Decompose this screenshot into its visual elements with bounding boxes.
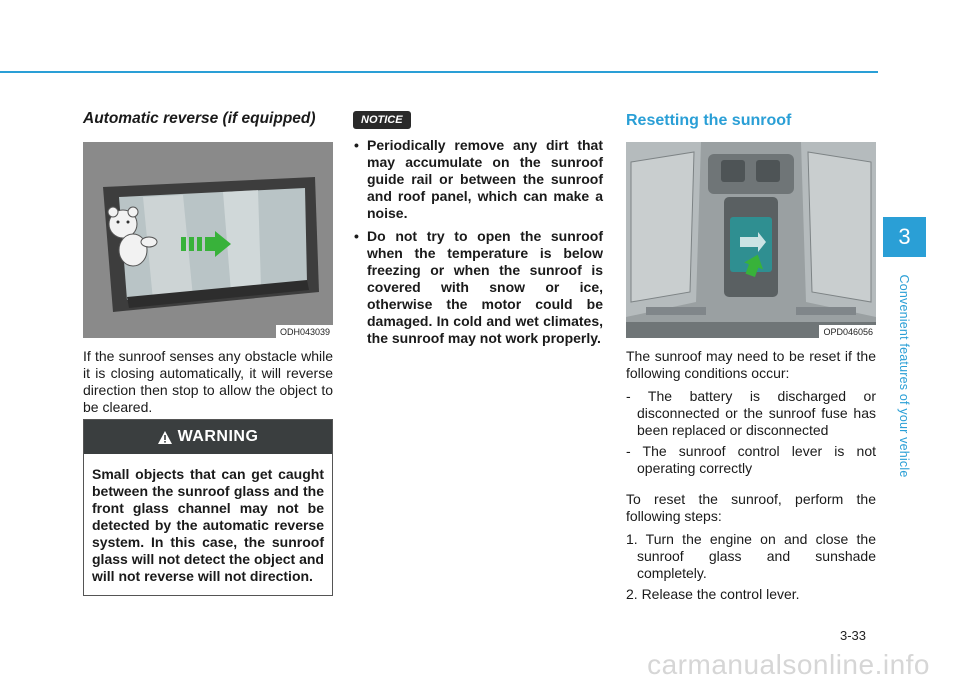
reset-conditions	[626, 388, 876, 477]
image-code: OPD046056	[819, 325, 876, 338]
notice-list	[353, 137, 603, 347]
section-heading-automatic-reverse: Automatic reverse (if equipped)	[83, 110, 316, 127]
sunroof-control-lever-photo	[626, 142, 876, 338]
control-lever-svg	[626, 142, 876, 338]
warning-box	[83, 419, 333, 596]
left-column	[83, 110, 333, 416]
section-heading-resetting: Resetting the sunroof	[626, 112, 792, 129]
watermark: carmanualsonline.info	[647, 649, 930, 680]
image-code: ODH043039	[276, 325, 333, 338]
chapter-title: Convenient features of your vehicle	[897, 274, 911, 478]
warning-text: Small objects that can get caught between the sunroof glass and the front glass channel may not be detected by the automatic reverse system. In this case, the sunroof glass will not detect the object and will not reverse will not direction.	[92, 466, 324, 584]
chapter-tab: 3	[883, 217, 926, 257]
reset-steps	[626, 531, 876, 603]
header-rule	[0, 71, 878, 73]
warning-title: WARNING	[177, 428, 259, 445]
step-item: 1. Turn the engine on and close the sunroof glass and sunshade completely.	[626, 531, 876, 581]
right-column	[626, 110, 876, 607]
step-item: 2. Release the control lever.	[626, 586, 800, 602]
sunroof-reverse-illustration	[83, 142, 333, 338]
condition-item: - The battery is discharged or disconnected or the sunroof fuse has been replaced or disconnected	[626, 388, 876, 438]
warning-header	[84, 420, 332, 454]
notice-item: • Do not try to open the sunroof when the temperature is below freezing or when the sunroof is covered with snow or ice, otherwise the motor could be damaged. In cold and wet climates, the sunroof may not work properly.	[353, 228, 603, 347]
notice-badge: NOTICE	[353, 111, 411, 129]
middle-column	[353, 110, 603, 353]
reset-intro: The sunroof may need to be reset if the following conditions occur:	[626, 348, 876, 381]
notice-item: • Periodically remove any dirt that may accumulate on the sunroof guide rail or between the sunroof and roof panel, which can make a noise.	[353, 137, 603, 222]
steps-intro: To reset the sunroof, perform the following steps:	[626, 491, 876, 524]
automatic-reverse-paragraph: If the sunroof senses any obstacle while it is closing automatically, it will reverse direction then stop to allow the object to be cleared.	[83, 348, 333, 415]
warning-triangle-icon	[158, 431, 172, 444]
sunroof-illustration-svg	[83, 142, 333, 338]
condition-item: - The sunroof control lever is not operating correctly	[626, 443, 876, 476]
page-number: 3-33	[840, 628, 867, 643]
